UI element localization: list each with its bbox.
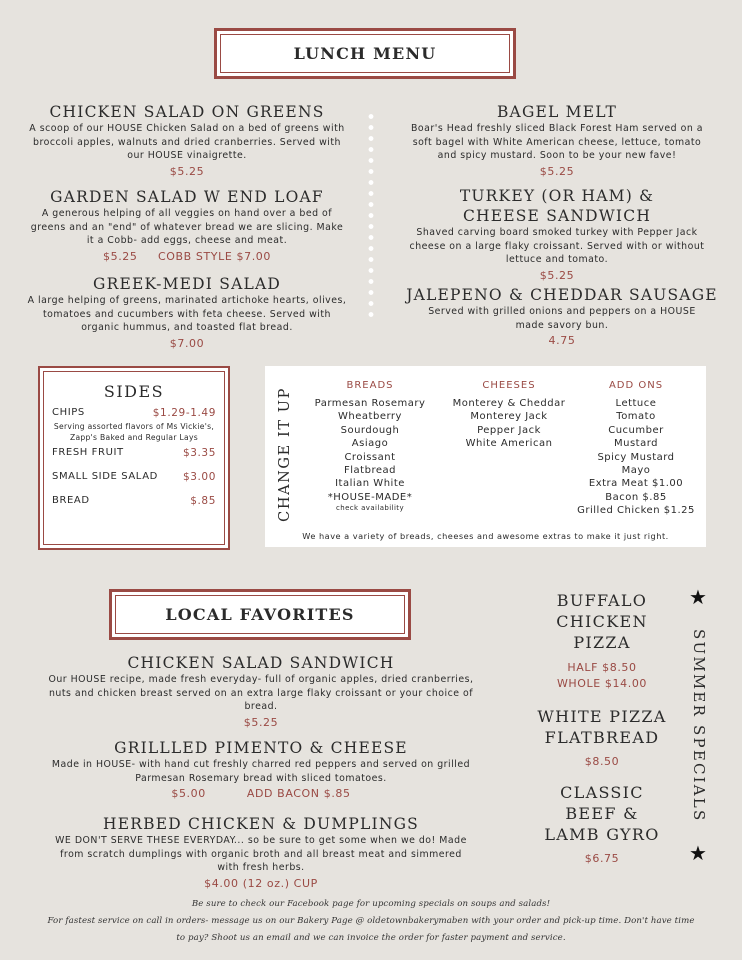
item-name: TURKEY (OR HAM) & CHEESE SANDWICH [459, 187, 655, 225]
star-icon: ★ [689, 841, 707, 865]
bread-option: Sourdough [340, 424, 400, 436]
item-price: $5.00 ADD BACON $.85 [171, 787, 351, 800]
breads-column [311, 380, 429, 513]
special-name: WHITE PIZZA FLATBREAD [537, 707, 667, 747]
side-name: BREAD [52, 495, 90, 506]
bread-option: Asiago [351, 438, 389, 450]
special-price: WHOLE $14.00 [556, 677, 648, 690]
cheeses-column [449, 380, 569, 451]
menu-item-jalepeno-sausage [404, 285, 720, 347]
sides-title: SIDES [103, 382, 165, 401]
addon-option: Cucumber [608, 424, 664, 436]
change-it-up-panel [265, 366, 706, 547]
special-white-pizza [530, 706, 674, 770]
bread-availability-note: check availability [336, 504, 404, 513]
side-chips [52, 407, 216, 419]
item-description: A generous helping of all veggies on hand over a bed of greens and an "end" of whatever bread we are slicing. Make it a Cobb- add eggs, cheese and meat. [30, 208, 344, 246]
fav-chicken-salad-sandwich [36, 653, 486, 729]
column-divider-dots [368, 111, 374, 321]
item-price: $5.25 COBB STYLE $7.00 [103, 249, 271, 263]
special-gyro [530, 782, 674, 867]
cheese-option: White American [465, 438, 553, 450]
item-price: $5.25 [539, 164, 575, 178]
side-small-salad [52, 471, 216, 483]
item-description: Boar's Head freshly sliced Black Forest Ham served on a soft bagel with White American cheese, lettuce, tomato and spicy mustard. Soon to be your new fave! [411, 123, 703, 161]
breads-heading: BREADS [346, 380, 394, 391]
special-name: CLASSIC BEEF & LAMB GYRO [544, 783, 660, 844]
fav-herbed-chicken-dumplings [36, 814, 486, 890]
bread-option: Italian White [335, 478, 405, 490]
change-it-up-title: CHANGE IT UP [277, 386, 293, 522]
special-buffalo-pizza [530, 590, 674, 692]
addons-column [575, 380, 697, 518]
item-price: $5.25 [169, 164, 205, 178]
menu-item-greek-medi-salad [26, 274, 348, 350]
summer-specials-title-wrap [684, 608, 714, 844]
addon-option: Grilled Chicken $1.25 [577, 505, 695, 517]
item-price: $7.00 [169, 336, 205, 350]
addon-option: Tomato [616, 411, 656, 423]
item-description: A scoop of our HOUSE Chicken Salad on a bed of greens with broccoli apples, walnuts and dried cranberries. Served with our HOUSE vinaigrette. [29, 123, 345, 161]
cheese-option: Monterey & Cheddar [452, 398, 566, 409]
item-description: Our HOUSE recipe, made fresh everyday- full of organic apples, dried cranberries, nuts and chicken breast served on an extra large flaky croissant or your choice of bread. [48, 674, 474, 712]
item-description: A large helping of greens, marinated artichoke hearts, olives, tomatoes and cucumbers with feta cheese. Served with organic hummus, and toasted flat bread. [27, 295, 347, 333]
lunch-menu-title: LUNCH MENU [293, 44, 437, 63]
footer-note-payment: to pay? Shoot us an email and we can invoice the order for faster payment and service. [176, 933, 566, 943]
side-price: $1.29-1.49 [152, 407, 216, 419]
chips-note: Serving assorted flavors of Ms Vickie's, Zapp's Baked and Regular Lays [53, 422, 215, 442]
side-price: $.85 [190, 495, 216, 507]
bread-option: Flatbread [344, 465, 396, 477]
side-price: $3.00 [182, 471, 216, 483]
side-name: FRESH FRUIT [52, 447, 124, 458]
star-icon: ★ [689, 585, 707, 609]
side-name: CHIPS [52, 407, 85, 418]
side-name: SMALL SIDE SALAD [52, 471, 158, 482]
item-price: $5.25 [539, 268, 575, 282]
item-description: Served with grilled onions and peppers on a HOUSE made savory bun. [428, 306, 696, 331]
addon-option: Mustard [613, 438, 658, 450]
sides-panel [38, 366, 230, 550]
local-favorites-title: LOCAL FAVORITES [165, 605, 355, 624]
menu-item-bagel-melt [404, 102, 710, 178]
item-name: CHICKEN SALAD SANDWICH [127, 654, 395, 672]
side-price: $3.35 [182, 447, 216, 459]
special-name: BUFFALO CHICKEN PIZZA [556, 591, 648, 652]
change-it-up-footer: We have a variety of breads, cheeses and awesome extras to make it just right. [302, 531, 669, 541]
side-fresh-fruit [52, 447, 216, 459]
side-bread [52, 495, 216, 507]
special-price: $6.75 [584, 852, 620, 865]
item-price: $4.00 (12 oz.) CUP [204, 876, 318, 890]
special-price: $8.50 [584, 755, 620, 768]
local-favorites-banner [109, 589, 411, 640]
item-name: GARDEN SALAD W END LOAF [50, 188, 324, 206]
bread-option: Parmesan Rosemary [314, 398, 426, 409]
item-description: WE DON'T SERVE THESE EVERYDAY... so be sure to get some when we do! Made from scratch dumplings with organic broth and all breast meat and simmered with fresh herbs. [55, 835, 467, 873]
lunch-menu-banner [214, 28, 516, 79]
item-name: CHICKEN SALAD ON GREENS [49, 103, 325, 121]
addon-option: Lettuce [615, 398, 657, 409]
fav-grilled-pimento [36, 738, 486, 800]
item-name: HERBED CHICKEN & DUMPLINGS [103, 815, 419, 833]
bread-option: Wheatberry [338, 411, 402, 423]
item-name: JALEPENO & CHEDDAR SAUSAGE [406, 286, 718, 304]
item-price: 4.75 [548, 334, 576, 347]
item-price: $5.25 [243, 715, 279, 729]
item-description: Made in HOUSE- with hand cut freshly charred red peppers and served on grilled Parmesan Rosemary bread with sliced tomatoes. [51, 759, 471, 784]
special-price: HALF $8.50 [567, 661, 637, 674]
bread-option: Croissant [344, 451, 396, 463]
menu-item-turkey-cheese [404, 186, 710, 282]
addon-option: Bacon $.85 [605, 491, 667, 503]
menu-item-garden-salad [26, 187, 348, 263]
item-name: GRILLLED PIMENTO & CHEESE [114, 739, 408, 757]
addon-option: Spicy Mustard [597, 451, 675, 463]
addon-option: Mayo [621, 465, 651, 477]
addons-heading: ADD ONS [608, 380, 664, 391]
item-name: GREEK-MEDI SALAD [93, 275, 281, 293]
change-it-up-title-wrap [273, 384, 297, 524]
cheese-option: Pepper Jack [477, 424, 541, 436]
footer-note-facebook: Be sure to check our Facebook page for upcoming specials on soups and salads! [191, 899, 551, 909]
cheeses-heading: CHEESES [482, 380, 536, 391]
cheese-option: Monterey Jack [470, 411, 548, 423]
item-name: BAGEL MELT [496, 103, 618, 121]
bread-option: *HOUSE-MADE* [327, 491, 413, 503]
summer-specials-title: SUMMER SPECIALS [690, 629, 708, 823]
addon-option: Extra Meat $1.00 [588, 478, 684, 490]
menu-item-chicken-salad-greens [26, 102, 348, 178]
item-description: Shaved carving board smoked turkey with Pepper Jack cheese on a large flaky croissant. Served with or without lettuce and tomato. [409, 227, 705, 265]
footer-note-orders: For fastest service on call in orders- message us on our Bakery Page @ oldetownbakerymaben with your order and pick-up time. Don't have time [47, 916, 695, 926]
